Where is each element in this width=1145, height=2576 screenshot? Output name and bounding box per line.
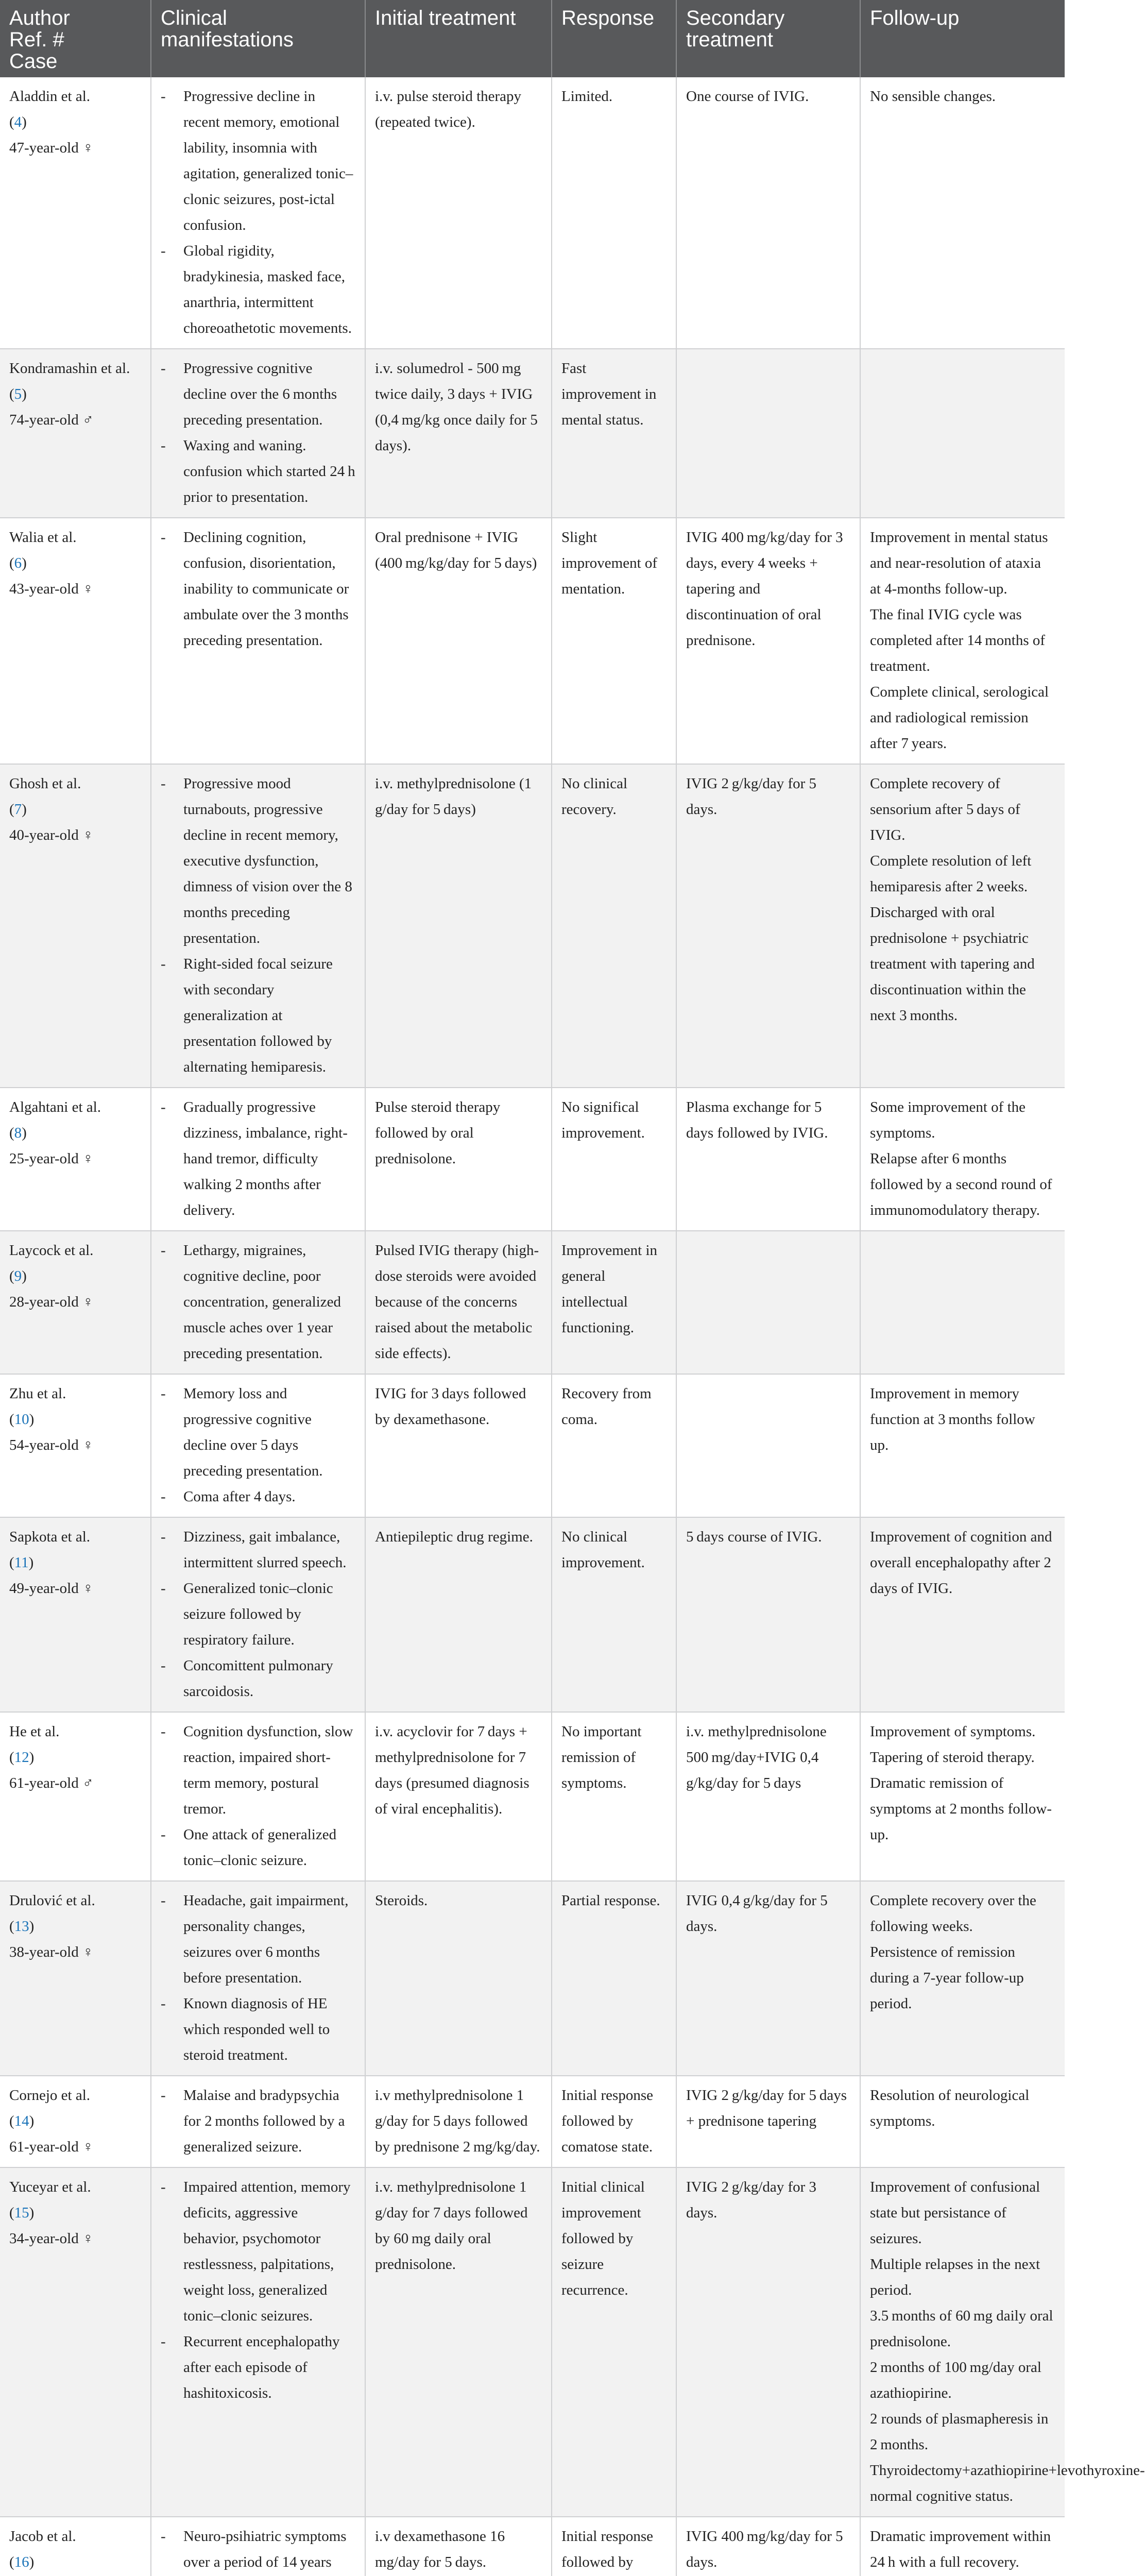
dash-bullet: - <box>161 1099 166 1115</box>
followup-line: Some improvement of the symptoms. <box>870 1099 1026 1141</box>
manifestation-item <box>161 1822 355 1873</box>
followup-cell <box>860 2167 1145 2517</box>
manifestation-item <box>161 2523 355 2576</box>
reference-link[interactable]: 8 <box>14 1125 22 1141</box>
dash-bullet: - <box>161 1657 166 1674</box>
response-cell: Fast improvement in mental status. <box>552 349 676 518</box>
reference-link[interactable]: 9 <box>14 1268 22 1284</box>
ref-wrapper: (6) <box>9 555 27 571</box>
table-row <box>0 1517 1065 1712</box>
initial-treatment-cell: i.v. methylprednisolone 1 g/day for 7 days followed by 60 mg daily oral prednisolone. <box>365 2167 552 2517</box>
header-case-line: Case <box>9 50 58 73</box>
manifestations-list <box>161 2082 355 2160</box>
followup-cell <box>860 349 1065 518</box>
manifestation-item <box>161 1888 355 1991</box>
manifestations-list <box>161 1888 355 2068</box>
author-name: Algahtani et al. <box>9 1099 101 1115</box>
dash-bullet: - <box>161 529 166 546</box>
reference-link[interactable]: 12 <box>14 1749 29 1766</box>
ref-wrapper: (4) <box>9 114 27 130</box>
manifestation-item <box>161 1238 355 1366</box>
reference-link[interactable]: 13 <box>14 1918 29 1935</box>
followup-cell <box>860 1712 1065 1881</box>
manifestation-text: Generalized tonic–clonic seizure followed by respiratory failure. <box>183 1580 333 1648</box>
case-descriptor: 47-year-old ♀ <box>9 140 94 156</box>
case-descriptor: 74-year-old ♂ <box>9 412 94 428</box>
case-descriptor: 40-year-old ♀ <box>9 827 94 843</box>
followup-line: Improvement of cognition and overall encephalopathy after 2 days of IVIG. <box>870 1529 1054 1597</box>
ref-wrapper: (12) <box>9 1749 35 1766</box>
manifestation-text: Progressive mood turnabouts, progressive decline in recent memory, executive dysfunction, dimness of vision over the 8 months preceding presentation. <box>183 775 355 946</box>
manifestation-text: Progressive decline in recent memory, emotional lability, insomnia with agitation, generalized tonic–clonic seizures, post-ictal confusion. <box>183 88 353 233</box>
manifestation-item <box>161 1094 355 1223</box>
manifestation-text: Known diagnosis of HE which responded well to steroid treatment. <box>183 1995 330 2063</box>
followup-line: The final IVIG cycle was completed after 14 months of treatment. <box>870 606 1046 674</box>
followup-line: Complete recovery of sensorium after 5 days of IVIG. <box>870 775 1020 843</box>
initial-treatment-cell: i.v. pulse steroid therapy (repeated twice). <box>365 77 552 349</box>
followup-line: Improvement in memory function at 3 months follow up. <box>870 1385 1035 1453</box>
secondary-treatment-cell: IVIG 0,4 g/kg/day for 5 days. <box>676 1881 860 2076</box>
manifestation-item <box>161 355 355 433</box>
manifestation-text: Concomittent pulmonary sarcoidosis. <box>183 1657 333 1700</box>
secondary-treatment-cell: i.v. methylprednisolone 500 mg/day+IVIG 0,4 g/kg/day for 5 days <box>676 1712 860 1881</box>
initial-treatment-cell: i.v dexamethasone 16 mg/day for 5 days. <box>365 2517 552 2576</box>
manifestations-cell <box>151 1517 365 1712</box>
table-row <box>0 764 1065 1088</box>
manifestations-list <box>161 1719 355 1873</box>
dash-bullet: - <box>161 1892 166 1909</box>
manifestation-item <box>161 771 355 951</box>
followup-line: Complete clinical, serological and radiological remission after 7 years. <box>870 684 1049 752</box>
author-cell <box>0 518 151 764</box>
manifestation-text: Cognition dysfunction, slow reaction, impaired short-term memory, postural tremor. <box>183 1723 353 1817</box>
table-row <box>0 2167 1065 2517</box>
header-clinical-line2: manifestations <box>161 28 294 51</box>
response-cell: No clinical improvement. <box>552 1517 676 1712</box>
followup-line: Tapering of steroid therapy. <box>870 1749 1035 1766</box>
manifestation-item <box>161 951 355 1080</box>
manifestation-item <box>161 1653 355 1704</box>
secondary-treatment-cell: IVIG 2 g/kg/day for 5 days. <box>676 764 860 1088</box>
reference-link[interactable]: 10 <box>14 1411 29 1428</box>
manifestation-text: Malaise and bradypsychia for 2 months followed by a generalized seizure. <box>183 2087 345 2155</box>
ref-wrapper: (10) <box>9 1411 35 1428</box>
followup-line: Persistence of remission during a 7-year follow-up period. <box>870 1944 1024 2012</box>
dash-bullet: - <box>161 88 166 105</box>
author-name: Jacob et al. <box>9 2528 76 2545</box>
manifestations-cell <box>151 2517 365 2576</box>
initial-treatment-cell: i.v. acyclovir for 7 days + methylprednisolone for 7 days (presumed diagnosis of viral encephalitis). <box>365 1712 552 1881</box>
author-cell <box>0 2167 151 2517</box>
followup-cell <box>860 2076 1065 2167</box>
author-cell <box>0 349 151 518</box>
header-secondary <box>676 0 860 77</box>
author-name: Aladdin et al. <box>9 88 91 105</box>
followup-cell <box>860 518 1065 764</box>
manifestations-list <box>161 83 355 341</box>
dash-bullet: - <box>161 1995 166 2012</box>
table-row <box>0 2517 1065 2576</box>
manifestations-list <box>161 1381 355 1510</box>
header-response-label: Response <box>561 7 655 29</box>
manifestation-item <box>161 1991 355 2068</box>
followup-line: Complete resolution of left hemiparesis after 2 weeks. <box>870 853 1032 895</box>
manifestation-item <box>161 524 355 653</box>
manifestation-item <box>161 2329 355 2406</box>
ref-wrapper: (13) <box>9 1918 35 1935</box>
header-followup <box>860 0 1065 77</box>
manifestation-text: Gradually progressive dizziness, imbalance, right-hand tremor, difficulty walking 2 months after delivery. <box>183 1099 348 1218</box>
dash-bullet: - <box>161 1385 166 1402</box>
author-cell <box>0 77 151 349</box>
manifestation-item <box>161 1381 355 1484</box>
manifestation-text: Progressive cognitive decline over the 6 months preceding presentation. <box>183 360 337 428</box>
response-cell: Initial clinical improvement followed by seizure recurrence. <box>552 2167 676 2517</box>
header-author-line: Author <box>9 7 70 29</box>
manifestations-list <box>161 2174 355 2406</box>
manifestation-item <box>161 238 355 341</box>
dash-bullet: - <box>161 1242 166 1259</box>
manifestations-list <box>161 355 355 510</box>
header-clinical <box>151 0 365 77</box>
manifestation-text: Neuro-psihiatric symptoms over a period of 14 years <box>183 2528 347 2570</box>
ref-wrapper: (9) <box>9 1268 27 1284</box>
response-cell: Recovery from coma. <box>552 1374 676 1517</box>
followup-line: Improvement in mental status and near-resolution of ataxia at 4-months follow-up. <box>870 529 1048 597</box>
header-row <box>0 0 1065 77</box>
case-descriptor: 43-year-old ♀ <box>9 581 94 597</box>
case-descriptor: 28-year-old ♀ <box>9 1294 94 1310</box>
initial-treatment-cell: Steroids. <box>365 1881 552 2076</box>
case-descriptor: 25-year-old ♀ <box>9 1150 94 1167</box>
initial-treatment-cell: i.v. methylprednisolone (1 g/day for 5 days) <box>365 764 552 1088</box>
manifestations-list <box>161 1094 355 1223</box>
secondary-treatment-cell <box>676 1231 860 1374</box>
manifestation-text: Declining cognition, confusion, disorientation, inability to communicate or ambulate over the 3 months preceding presentation. <box>183 529 349 649</box>
manifestations-cell <box>151 1881 365 2076</box>
author-name: Walia et al. <box>9 529 77 546</box>
followup-cell <box>860 2517 1065 2576</box>
followup-line: Dramatic remission of symptoms at 2 months follow-up. <box>870 1775 1052 1843</box>
reference-link[interactable]: 4 <box>14 114 22 130</box>
ref-wrapper: (8) <box>9 1125 27 1141</box>
dash-bullet: - <box>161 360 166 377</box>
author-cell <box>0 1517 151 1712</box>
response-cell: Limited. <box>552 77 676 349</box>
author-cell <box>0 1231 151 1374</box>
secondary-treatment-cell: IVIG 2 g/kg/day for 5 days + prednisone tapering <box>676 2076 860 2167</box>
dash-bullet: - <box>161 1723 166 1740</box>
manifestation-text: Recurrent encephalopathy after each episode of hashitoxicosis. <box>183 2333 340 2401</box>
manifestation-item <box>161 1575 355 1653</box>
followup-line: 2 rounds of plasmapheresis in 2 months. <box>870 2411 1049 2453</box>
header-secondary-line1: Secondary <box>686 7 785 29</box>
secondary-treatment-cell <box>676 1374 860 1517</box>
response-cell: Initial response followed by <box>552 2517 676 2576</box>
initial-treatment-cell: i.v. solumedrol - 500 mg twice daily, 3 days + IVIG (0,4 mg/kg once daily for 5 days). <box>365 349 552 518</box>
table-body <box>0 77 1145 2576</box>
dash-bullet: - <box>161 1580 166 1597</box>
ref-wrapper: (5) <box>9 386 27 402</box>
dash-bullet: - <box>161 243 166 259</box>
author-name: Sapkota et al. <box>9 1529 91 1545</box>
table-row <box>0 1231 1065 1374</box>
manifestation-item <box>161 1524 355 1575</box>
manifestations-list <box>161 2523 355 2576</box>
followup-line: Complete recovery over the following weeks. <box>870 1892 1036 1935</box>
header-author <box>0 0 151 77</box>
followup-cell <box>860 1517 1065 1712</box>
author-cell <box>0 1712 151 1881</box>
initial-treatment-cell: IVIG for 3 days followed by dexamethasone. <box>365 1374 552 1517</box>
header-secondary-line2: treatment <box>686 28 773 51</box>
table-row <box>0 1712 1065 1881</box>
manifestation-text: Waxing and waning. confusion which started 24 h prior to presentation. <box>183 437 355 505</box>
manifestations-cell <box>151 1712 365 1881</box>
table-row <box>0 1881 1065 2076</box>
dash-bullet: - <box>161 2087 166 2104</box>
manifestation-text: Lethargy, migraines, cognitive decline, poor concentration, generalized muscle aches over 1 year preceding presentation. <box>183 1242 341 1362</box>
dash-bullet: - <box>161 956 166 972</box>
manifestation-item <box>161 2174 355 2329</box>
author-cell <box>0 1088 151 1231</box>
initial-treatment-cell: i.v methylprednisolone 1 g/day for 5 days followed by prednisone 2 mg/kg/day. <box>365 2076 552 2167</box>
reference-link[interactable]: 6 <box>14 555 22 571</box>
manifestations-cell <box>151 1374 365 1517</box>
header-followup-label: Follow-up <box>870 7 960 29</box>
author-cell <box>0 2517 151 2576</box>
dash-bullet: - <box>161 437 166 454</box>
followup-cell <box>860 1231 1065 1374</box>
response-cell: Initial response followed by comatose state. <box>552 2076 676 2167</box>
table-header <box>0 0 1065 77</box>
followup-cell <box>860 1881 1065 2076</box>
author-name: Zhu et al. <box>9 1385 66 1402</box>
author-cell <box>0 1881 151 2076</box>
case-descriptor: 54-year-old ♀ <box>9 1437 94 1453</box>
manifestation-item <box>161 83 355 238</box>
manifestation-text: Dizziness, gait imbalance, intermittent slurred speech. <box>183 1529 347 1571</box>
followup-line: No sensible changes. <box>870 88 996 105</box>
manifestations-cell <box>151 1088 365 1231</box>
case-descriptor: 38-year-old ♀ <box>9 1944 94 1960</box>
manifestations-list <box>161 524 355 653</box>
manifestations-cell <box>151 77 365 349</box>
secondary-treatment-cell: IVIG 400 mg/kg/day for 3 days, every 4 weeks + tapering and discontinuation of oral prednisone. <box>676 518 860 764</box>
dash-bullet: - <box>161 2179 166 2195</box>
dash-bullet: - <box>161 1488 166 1505</box>
reference-link[interactable]: 5 <box>14 386 22 402</box>
response-cell: Partial response. <box>552 1881 676 2076</box>
secondary-treatment-cell: IVIG 400 mg/kg/day for 5 days. <box>676 2517 860 2576</box>
author-name: Yuceyar et al. <box>9 2179 91 2195</box>
reference-link[interactable]: 7 <box>14 801 22 818</box>
table-row <box>0 2076 1065 2167</box>
dash-bullet: - <box>161 1529 166 1545</box>
manifestation-item <box>161 1719 355 1822</box>
initial-treatment-cell: Antiepileptic drug regime. <box>365 1517 552 1712</box>
ref-wrapper: (16) <box>9 2554 35 2570</box>
table-row <box>0 518 1065 764</box>
manifestations-list <box>161 771 355 1080</box>
header-initial-label: Initial treatment <box>375 7 516 29</box>
table-row <box>0 349 1065 518</box>
response-cell: No clinical recovery. <box>552 764 676 1088</box>
header-response <box>552 0 676 77</box>
author-name: Drulović et al. <box>9 1892 95 1909</box>
initial-treatment-cell: Pulsed IVIG therapy (high-dose steroids were avoided because of the concerns raised about the metabolic side effects). <box>365 1231 552 1374</box>
followup-line: Improvement of confusional state but persistance of seizures. <box>870 2179 1040 2247</box>
ref-wrapper: (15) <box>9 2205 35 2221</box>
case-descriptor: 61-year-old ♂ <box>9 1775 94 1791</box>
dash-bullet: - <box>161 2333 166 2350</box>
manifestations-cell <box>151 2167 365 2517</box>
initial-treatment-cell: Oral prednisone + IVIG (400 mg/kg/day for 5 days) <box>365 518 552 764</box>
manifestation-item <box>161 2082 355 2160</box>
manifestation-item <box>161 1484 355 1510</box>
dash-bullet: - <box>161 1826 166 1843</box>
manifestations-cell <box>151 764 365 1088</box>
followup-line: Dramatic improvement within 24 h with a full recovery. <box>870 2528 1051 2570</box>
manifestation-text: Coma after 4 days. <box>183 1488 296 1505</box>
author-name: Kondramashin et al. <box>9 360 130 377</box>
author-name: Cornejo et al. <box>9 2087 91 2104</box>
response-cell: No significal improvement. <box>552 1088 676 1231</box>
author-cell <box>0 764 151 1088</box>
response-cell: Improvement in general intellectual functioning. <box>552 1231 676 1374</box>
manifestation-text: Global rigidity, bradykinesia, masked face, anarthria, intermittent choreoathetotic movements. <box>183 243 352 336</box>
table-row <box>0 1088 1065 1231</box>
followup-line: Thyroidectomy+azathiopirine+levothyroxine-normal cognitive status. <box>870 2462 1145 2504</box>
followup-cell <box>860 77 1065 349</box>
author-cell <box>0 1374 151 1517</box>
reference-link[interactable]: 11 <box>14 1554 29 1571</box>
manifestations-cell <box>151 1231 365 1374</box>
secondary-treatment-cell: One course of IVIG. <box>676 77 860 349</box>
manifestation-text: Memory loss and progressive cognitive decline over 5 days preceding presentation. <box>183 1385 323 1479</box>
manifestation-item <box>161 433 355 510</box>
author-name: Ghosh et al. <box>9 775 81 792</box>
case-descriptor: 49-year-old ♀ <box>9 1580 94 1597</box>
followup-line: 3.5 months of 60 mg daily oral prednisolone. <box>870 2308 1053 2350</box>
ref-wrapper: (11) <box>9 1554 34 1571</box>
manifestation-text: One attack of generalized tonic–clonic seizure. <box>183 1826 337 1869</box>
followup-line: Improvement of symptoms. <box>870 1723 1036 1740</box>
reference-link[interactable]: 16 <box>14 2554 29 2570</box>
followup-cell <box>860 764 1065 1088</box>
header-clinical-line1: Clinical <box>161 7 227 29</box>
initial-treatment-cell: Pulse steroid therapy followed by oral prednisolone. <box>365 1088 552 1231</box>
dash-bullet: - <box>161 775 166 792</box>
manifestations-cell <box>151 349 365 518</box>
followup-line: Multiple relapses in the next period. <box>870 2256 1040 2298</box>
followup-line: Resolution of neurological symptoms. <box>870 2087 1030 2129</box>
secondary-treatment-cell: 5 days course of IVIG. <box>676 1517 860 1712</box>
manifestation-text: Right-sided focal seizure with secondary generalization at presentation followed by alternating hemiparesis. <box>183 956 333 1075</box>
author-name: Laycock et al. <box>9 1242 94 1259</box>
ref-wrapper: (7) <box>9 801 27 818</box>
header-initial <box>365 0 552 77</box>
followup-cell <box>860 1374 1065 1517</box>
dash-bullet: - <box>161 2528 166 2545</box>
manifestations-list <box>161 1524 355 1704</box>
manifestations-cell <box>151 2076 365 2167</box>
secondary-treatment-cell: Plasma exchange for 5 days followed by IVIG. <box>676 1088 860 1231</box>
followup-line: 2 months of 100 mg/day oral azathiopirine. <box>870 2359 1041 2401</box>
author-name: He et al. <box>9 1723 60 1740</box>
ref-wrapper: (14) <box>9 2113 35 2129</box>
table-row <box>0 77 1065 349</box>
case-descriptor: 34-year-old ♀ <box>9 2230 94 2247</box>
reference-link[interactable]: 14 <box>14 2113 29 2129</box>
followup-line: Discharged with oral prednisolone + psychiatric treatment with tapering and discontinuation within the next 3 months. <box>870 904 1035 1024</box>
table-row <box>0 1374 1065 1517</box>
reference-link[interactable]: 15 <box>14 2205 29 2221</box>
response-cell: No important remission of symptoms. <box>552 1712 676 1881</box>
response-cell: Slight improvement of mentation. <box>552 518 676 764</box>
manifestations-list <box>161 1238 355 1366</box>
manifestation-text: Headache, gait impairment, personality changes, seizures over 6 months before presentation. <box>183 1892 349 1986</box>
header-ref-line: Ref. # <box>9 28 64 51</box>
case-descriptor: 61-year-old ♀ <box>9 2139 94 2155</box>
manifestation-text: Impaired attention, memory deficits, aggressive behavior, psychomotor restlessness, palpitations, weight loss, generalized tonic–clonic seizures. <box>183 2179 351 2324</box>
followup-cell <box>860 1088 1065 1231</box>
manifestations-cell <box>151 518 365 764</box>
author-cell <box>0 2076 151 2167</box>
secondary-treatment-cell <box>676 349 860 518</box>
secondary-treatment-cell: IVIG 2 g/kg/day for 3 days. <box>676 2167 860 2517</box>
followup-line: Relapse after 6 months followed by a second round of immunomodulatory therapy. <box>870 1150 1052 1218</box>
